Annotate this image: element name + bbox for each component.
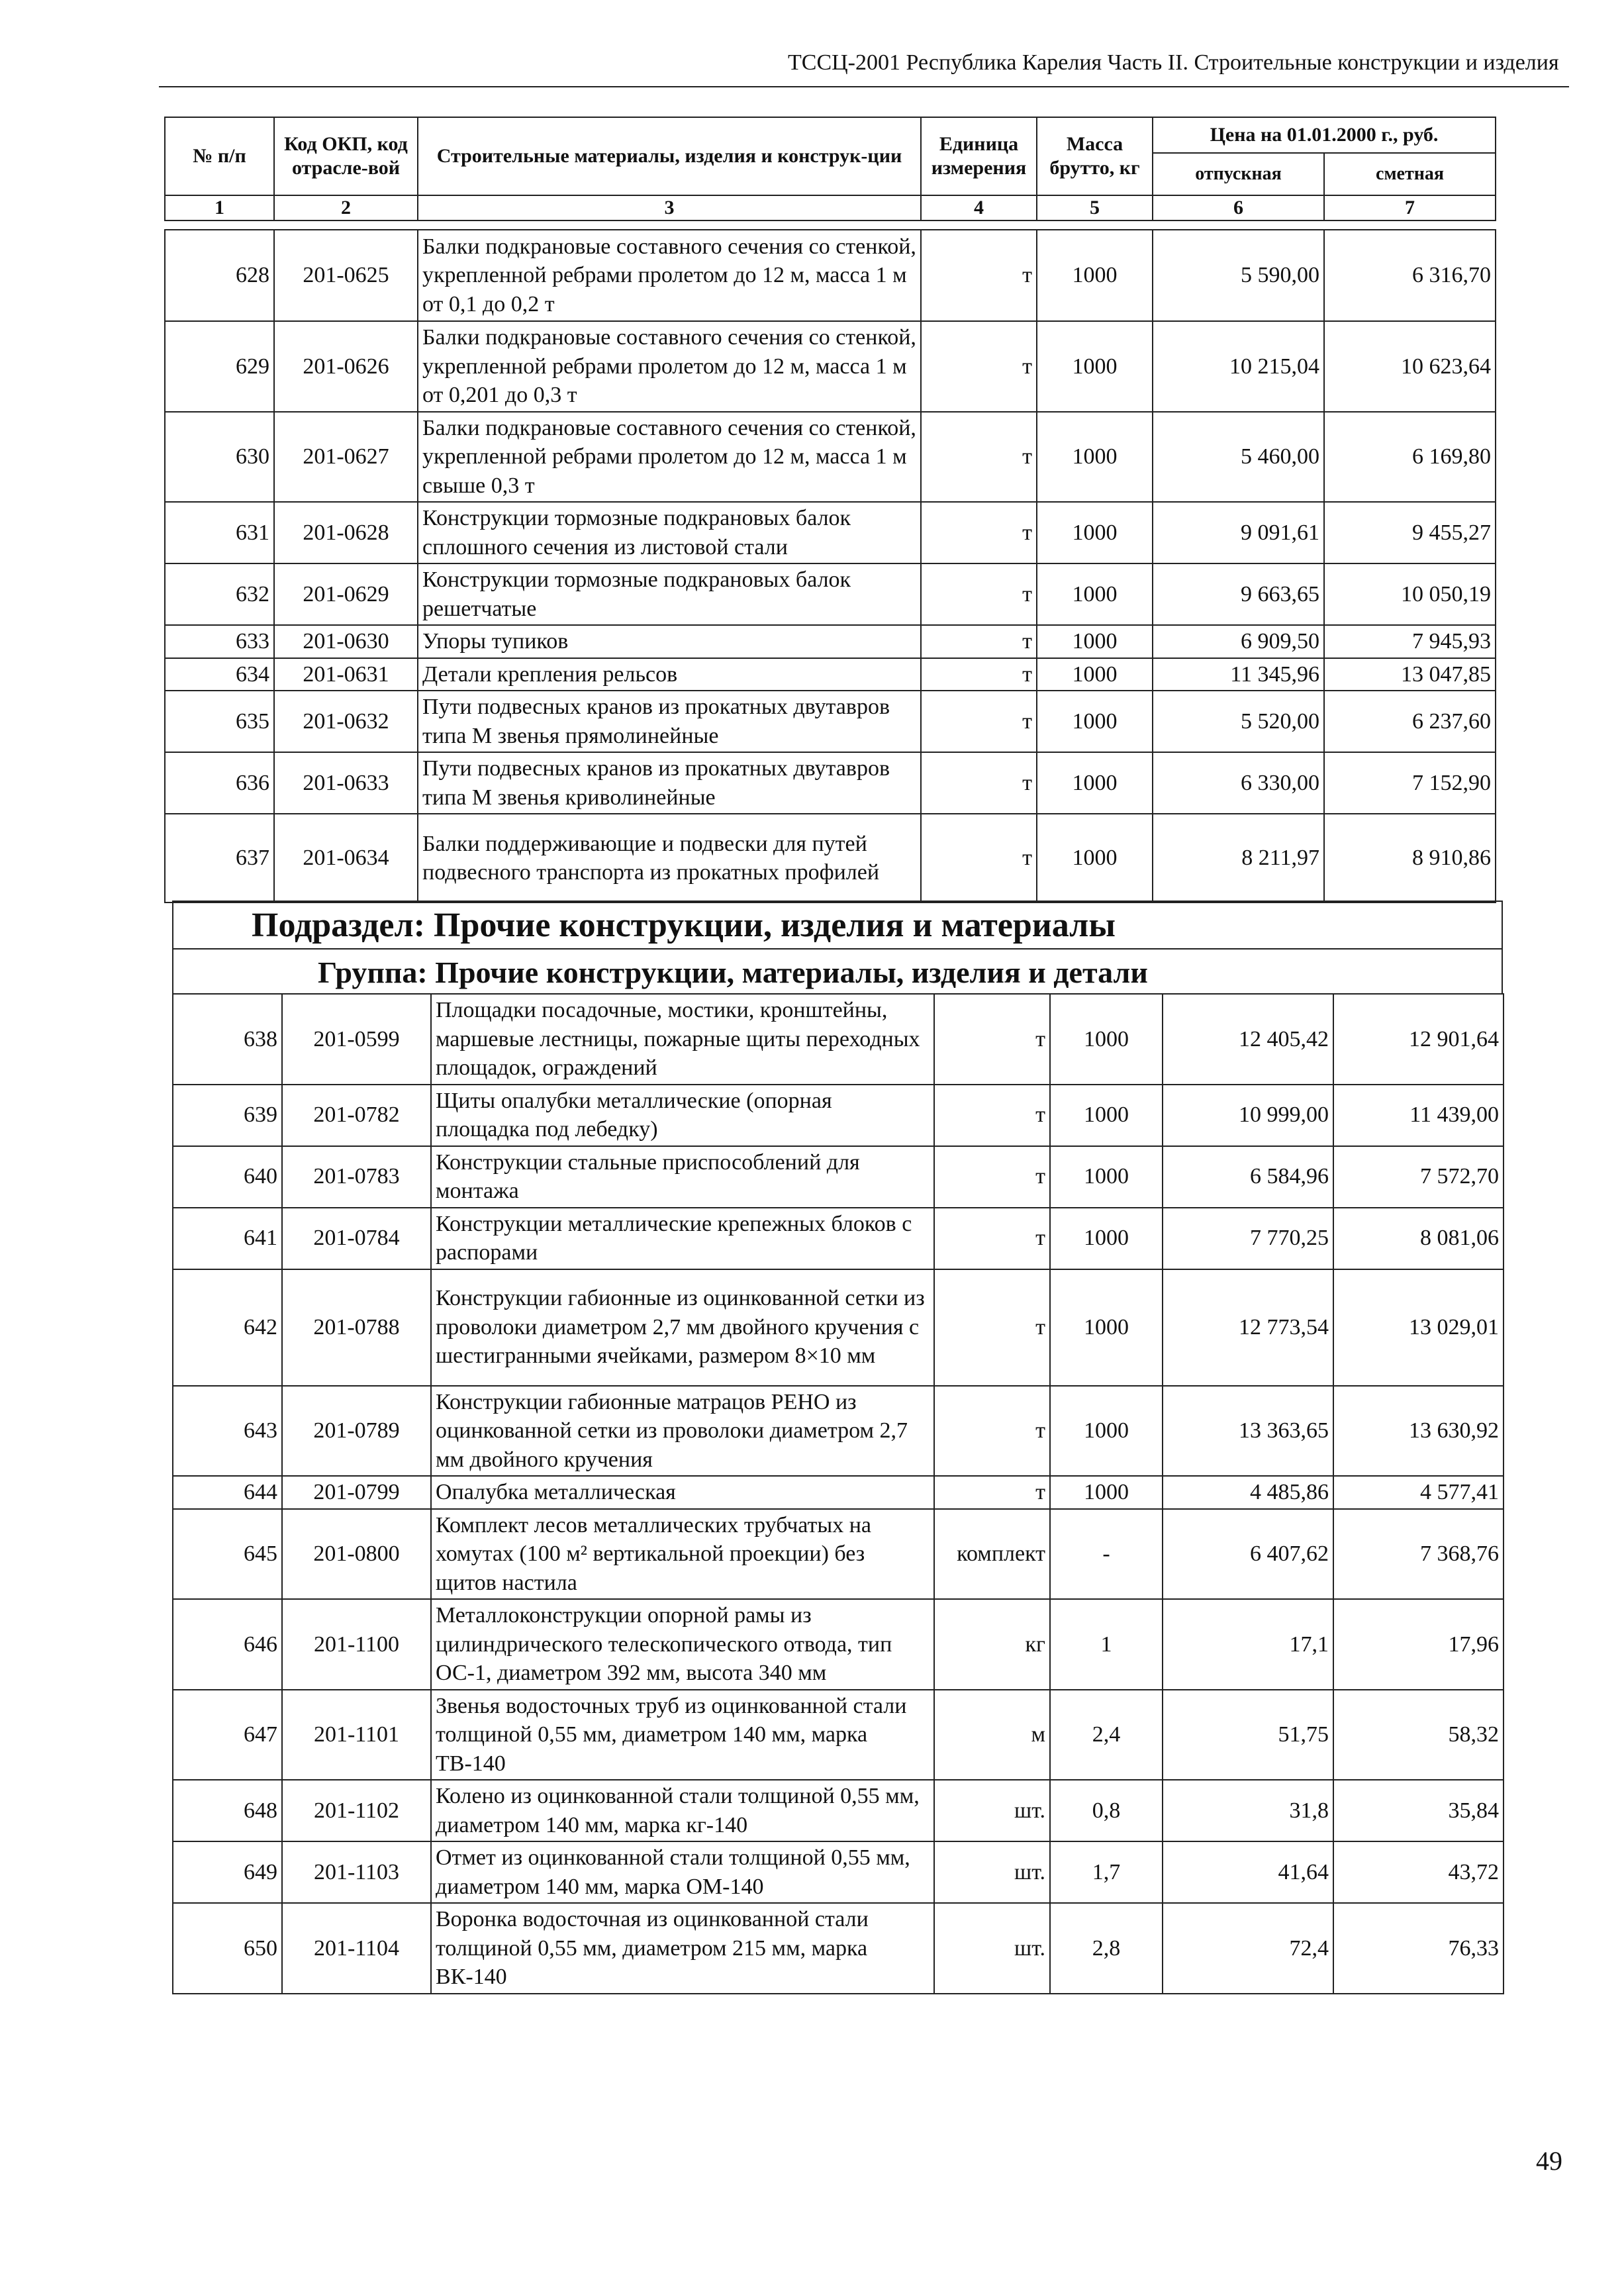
row-price-release: 12 405,42 xyxy=(1163,994,1333,1085)
row-mass: 1000 xyxy=(1050,1269,1163,1386)
table-row xyxy=(173,1269,1504,1386)
row-code: 201-0629 xyxy=(274,563,418,625)
row-number: 644 xyxy=(173,1476,282,1509)
row-price-release: 13 363,65 xyxy=(1163,1386,1333,1477)
row-number: 638 xyxy=(173,994,282,1085)
row-code: 201-0632 xyxy=(274,691,418,752)
row-price-release: 51,75 xyxy=(1163,1690,1333,1780)
row-price-release: 9 663,65 xyxy=(1153,563,1324,625)
row-mass: 1000 xyxy=(1050,1146,1163,1208)
row-name: Балки подкрановые составного сечения со стенкой, укрепленной ребрами пролетом до 12 м, масса 1 м от 0,1 до 0,2 т xyxy=(418,230,921,321)
row-price-estimate: 13 630,92 xyxy=(1333,1386,1504,1477)
row-number: 632 xyxy=(165,563,274,625)
row-name: Металлоконструкции опорной рамы из цилиндрического телескопического отвода, тип ОС-1, диаметром 392 мм, высота 340 мм xyxy=(431,1599,934,1690)
table-row xyxy=(165,230,1496,321)
row-name: Пути подвесных кранов из прокатных двутавров типа М звенья криволинейные xyxy=(418,752,921,814)
row-name: Конструкции тормозные подкрановых балок сплошного сечения из листовой стали xyxy=(418,502,921,563)
row-code: 201-0625 xyxy=(274,230,418,321)
row-mass: 1000 xyxy=(1050,1386,1163,1477)
col-header-code: Код ОКП, код отрасле-вой xyxy=(274,117,418,195)
row-code: 201-0800 xyxy=(282,1509,431,1600)
col-header-name: Строительные материалы, изделия и конструк-ции xyxy=(418,117,921,195)
row-mass: 2,4 xyxy=(1050,1690,1163,1780)
col-number: 6 xyxy=(1153,195,1324,220)
row-unit: т xyxy=(934,1146,1050,1208)
row-name: Балки подкрановые составного сечения со стенкой, укрепленной ребрами пролетом до 12 м, масса 1 м свыше 0,3 т xyxy=(418,412,921,503)
row-price-release: 9 091,61 xyxy=(1153,502,1324,563)
row-unit: комплект xyxy=(934,1509,1050,1600)
row-price-release: 10 215,04 xyxy=(1153,321,1324,412)
row-price-release: 6 407,62 xyxy=(1163,1509,1333,1600)
row-unit: т xyxy=(921,752,1037,814)
row-name: Воронка водосточная из оцинкованной стали толщиной 0,55 мм, диаметром 215 мм, марка ВК-140 xyxy=(431,1903,934,1994)
table-row xyxy=(173,1085,1504,1146)
row-name: Конструкции стальные приспособлений для монтажа xyxy=(431,1146,934,1208)
row-name: Пути подвесных кранов из прокатных двутавров типа М звенья прямолинейные xyxy=(418,691,921,752)
row-mass: 1000 xyxy=(1037,230,1153,321)
table-row xyxy=(173,1903,1504,1994)
row-code: 201-0789 xyxy=(282,1386,431,1477)
materials-table-part-2 xyxy=(172,993,1504,1994)
row-price-estimate: 43,72 xyxy=(1333,1841,1504,1903)
row-price-estimate: 76,33 xyxy=(1333,1903,1504,1994)
row-unit: т xyxy=(921,691,1037,752)
row-price-release: 5 520,00 xyxy=(1153,691,1324,752)
row-mass: 1000 xyxy=(1037,814,1153,902)
row-code: 201-1100 xyxy=(282,1599,431,1690)
row-unit: т xyxy=(934,1476,1050,1509)
col-number: 5 xyxy=(1037,195,1153,220)
row-name: Площадки посадочные, мостики, кронштейны, маршевые лестницы, пожарные щиты переходных площадок, ограждений xyxy=(431,994,934,1085)
row-number: 645 xyxy=(173,1509,282,1600)
row-unit: шт. xyxy=(934,1841,1050,1903)
row-code: 201-1103 xyxy=(282,1841,431,1903)
row-mass: 1000 xyxy=(1050,1208,1163,1269)
row-unit: т xyxy=(921,563,1037,625)
row-unit: т xyxy=(921,502,1037,563)
row-price-release: 6 330,00 xyxy=(1153,752,1324,814)
col-number: 2 xyxy=(274,195,418,220)
row-name: Комплект лесов металлических трубчатых на хомутах (100 м² вертикальной проекции) без щитов настила xyxy=(431,1509,934,1600)
row-mass: 1000 xyxy=(1037,625,1153,658)
table-row xyxy=(165,563,1496,625)
row-unit: т xyxy=(934,994,1050,1085)
row-unit: т xyxy=(934,1085,1050,1146)
row-price-release: 72,4 xyxy=(1163,1903,1333,1994)
table-row xyxy=(173,1146,1504,1208)
row-price-estimate: 13 029,01 xyxy=(1333,1269,1504,1386)
row-unit: т xyxy=(921,658,1037,691)
row-number: 650 xyxy=(173,1903,282,1994)
materials-table-part-1 xyxy=(164,229,1496,903)
page-number: 49 xyxy=(1536,2146,1562,2176)
row-number: 628 xyxy=(165,230,274,321)
row-number: 630 xyxy=(165,412,274,503)
col-header-unit: Единица измерения xyxy=(921,117,1037,195)
row-number: 634 xyxy=(165,658,274,691)
row-name: Конструкции габионные из оцинкованной сетки из проволоки диаметром 2,7 мм двойного кручения с шестигранными ячейками, размером 8×10 мм xyxy=(431,1269,934,1386)
table-row xyxy=(165,321,1496,412)
row-price-estimate: 17,96 xyxy=(1333,1599,1504,1690)
row-code: 201-0627 xyxy=(274,412,418,503)
table-row xyxy=(173,1780,1504,1841)
col-number: 1 xyxy=(165,195,274,220)
row-number: 633 xyxy=(165,625,274,658)
row-mass: 1000 xyxy=(1037,658,1153,691)
row-price-estimate: 7 572,70 xyxy=(1333,1146,1504,1208)
row-code: 201-0633 xyxy=(274,752,418,814)
row-unit: т xyxy=(921,230,1037,321)
row-mass: 1000 xyxy=(1037,563,1153,625)
row-unit: шт. xyxy=(934,1903,1050,1994)
row-name: Отмет из оцинкованной стали толщиной 0,55 мм, диаметром 140 мм, марка ОМ-140 xyxy=(431,1841,934,1903)
row-number: 648 xyxy=(173,1780,282,1841)
row-code: 201-0634 xyxy=(274,814,418,902)
row-price-release: 10 999,00 xyxy=(1163,1085,1333,1146)
row-name: Щиты опалубки металлические (опорная площадка под лебедку) xyxy=(431,1085,934,1146)
row-price-release: 31,8 xyxy=(1163,1780,1333,1841)
running-header: ТССЦ-2001 Республика Карелия Часть II. Строительные конструкции и изделия xyxy=(788,50,1559,75)
row-unit: т xyxy=(921,412,1037,503)
row-code: 201-0626 xyxy=(274,321,418,412)
row-price-estimate: 7 152,90 xyxy=(1324,752,1496,814)
row-code: 201-0799 xyxy=(282,1476,431,1509)
row-code: 201-1102 xyxy=(282,1780,431,1841)
row-price-estimate: 6 237,60 xyxy=(1324,691,1496,752)
row-mass: - xyxy=(1050,1509,1163,1600)
col-number: 7 xyxy=(1324,195,1496,220)
row-unit: т xyxy=(934,1386,1050,1477)
table-row xyxy=(173,1690,1504,1780)
row-price-estimate: 7 368,76 xyxy=(1333,1509,1504,1600)
col-number: 3 xyxy=(418,195,921,220)
row-code: 201-0783 xyxy=(282,1146,431,1208)
group-title: Группа: Прочие конструкции, материалы, изделия и детали xyxy=(172,948,1503,995)
row-code: 201-0630 xyxy=(274,625,418,658)
row-price-estimate: 7 945,93 xyxy=(1324,625,1496,658)
row-mass: 1000 xyxy=(1050,994,1163,1085)
row-mass: 1 xyxy=(1050,1599,1163,1690)
row-mass: 0,8 xyxy=(1050,1780,1163,1841)
table-row xyxy=(173,1509,1504,1600)
row-price-release: 7 770,25 xyxy=(1163,1208,1333,1269)
row-number: 643 xyxy=(173,1386,282,1477)
row-price-release: 11 345,96 xyxy=(1153,658,1324,691)
row-mass: 1000 xyxy=(1050,1085,1163,1146)
col-header-price-estimate: сметная xyxy=(1324,153,1496,195)
row-price-estimate: 8 910,86 xyxy=(1324,814,1496,902)
row-unit: т xyxy=(921,814,1037,902)
row-name: Балки поддерживающие и подвески для путей подвесного транспорта из прокатных профилей xyxy=(418,814,921,902)
row-price-estimate: 6 316,70 xyxy=(1324,230,1496,321)
row-code: 201-0788 xyxy=(282,1269,431,1386)
row-number: 649 xyxy=(173,1841,282,1903)
row-code: 201-1101 xyxy=(282,1690,431,1780)
subsection-title: Подраздел: Прочие конструкции, изделия и материалы xyxy=(172,901,1503,948)
row-price-estimate: 11 439,00 xyxy=(1333,1085,1504,1146)
table-row xyxy=(165,752,1496,814)
row-number: 639 xyxy=(173,1085,282,1146)
table-row xyxy=(173,1599,1504,1690)
row-code: 201-0631 xyxy=(274,658,418,691)
table-row xyxy=(173,994,1504,1085)
row-mass: 2,8 xyxy=(1050,1903,1163,1994)
col-header-price-release: отпускная xyxy=(1153,153,1324,195)
table-row xyxy=(165,658,1496,691)
col-number: 4 xyxy=(921,195,1037,220)
row-price-release: 17,1 xyxy=(1163,1599,1333,1690)
row-number: 631 xyxy=(165,502,274,563)
row-price-release: 6 909,50 xyxy=(1153,625,1324,658)
table-row xyxy=(173,1476,1504,1509)
row-price-estimate: 10 050,19 xyxy=(1324,563,1496,625)
row-number: 636 xyxy=(165,752,274,814)
col-header-num: № п/п xyxy=(165,117,274,195)
row-mass: 1,7 xyxy=(1050,1841,1163,1903)
row-number: 642 xyxy=(173,1269,282,1386)
row-price-estimate: 6 169,80 xyxy=(1324,412,1496,503)
row-name: Конструкции габионные матрацов РЕНО из оцинкованной сетки из проволоки диаметром 2,7 мм двойного кручения xyxy=(431,1386,934,1477)
row-price-estimate: 8 081,06 xyxy=(1333,1208,1504,1269)
row-name: Конструкции тормозные подкрановых балок решетчатые xyxy=(418,563,921,625)
row-price-estimate: 13 047,85 xyxy=(1324,658,1496,691)
row-mass: 1000 xyxy=(1050,1476,1163,1509)
row-price-release: 5 590,00 xyxy=(1153,230,1324,321)
table-row xyxy=(165,412,1496,503)
row-mass: 1000 xyxy=(1037,502,1153,563)
row-unit: кг xyxy=(934,1599,1050,1690)
row-number: 629 xyxy=(165,321,274,412)
row-name: Опалубка металлическая xyxy=(431,1476,934,1509)
row-name: Конструкции металлические крепежных блоков с распорами xyxy=(431,1208,934,1269)
row-mass: 1000 xyxy=(1037,752,1153,814)
col-header-price-group: Цена на 01.01.2000 г., руб. xyxy=(1153,117,1496,153)
row-number: 637 xyxy=(165,814,274,902)
row-price-estimate: 35,84 xyxy=(1333,1780,1504,1841)
table-header xyxy=(164,117,1496,221)
table-row xyxy=(165,625,1496,658)
table-row xyxy=(173,1841,1504,1903)
row-code: 201-0628 xyxy=(274,502,418,563)
row-name: Упоры тупиков xyxy=(418,625,921,658)
row-mass: 1000 xyxy=(1037,321,1153,412)
row-number: 646 xyxy=(173,1599,282,1690)
row-unit: м xyxy=(934,1690,1050,1780)
row-price-release: 6 584,96 xyxy=(1163,1146,1333,1208)
row-number: 640 xyxy=(173,1146,282,1208)
row-price-release: 5 460,00 xyxy=(1153,412,1324,503)
row-code: 201-0599 xyxy=(282,994,431,1085)
row-unit: т xyxy=(921,321,1037,412)
table-row xyxy=(173,1386,1504,1477)
header-rule xyxy=(159,86,1569,87)
row-price-estimate: 10 623,64 xyxy=(1324,321,1496,412)
row-name: Колено из оцинкованной стали толщиной 0,55 мм, диаметром 140 мм, марка кг-140 xyxy=(431,1780,934,1841)
table-row xyxy=(165,691,1496,752)
table-row xyxy=(173,1208,1504,1269)
row-price-release: 8 211,97 xyxy=(1153,814,1324,902)
row-price-estimate: 9 455,27 xyxy=(1324,502,1496,563)
table-row xyxy=(165,814,1496,902)
row-number: 641 xyxy=(173,1208,282,1269)
row-unit: т xyxy=(921,625,1037,658)
row-code: 201-1104 xyxy=(282,1903,431,1994)
row-price-release: 41,64 xyxy=(1163,1841,1333,1903)
row-code: 201-0784 xyxy=(282,1208,431,1269)
row-name: Балки подкрановые составного сечения со стенкой, укрепленной ребрами пролетом до 12 м, масса 1 м от 0,201 до 0,3 т xyxy=(418,321,921,412)
row-name: Детали крепления рельсов xyxy=(418,658,921,691)
row-unit: шт. xyxy=(934,1780,1050,1841)
row-mass: 1000 xyxy=(1037,691,1153,752)
row-price-release: 12 773,54 xyxy=(1163,1269,1333,1386)
row-price-estimate: 12 901,64 xyxy=(1333,994,1504,1085)
row-code: 201-0782 xyxy=(282,1085,431,1146)
row-price-estimate: 58,32 xyxy=(1333,1690,1504,1780)
row-mass: 1000 xyxy=(1037,412,1153,503)
table-row xyxy=(165,502,1496,563)
col-header-mass: Масса брутто, кг xyxy=(1037,117,1153,195)
row-unit: т xyxy=(934,1208,1050,1269)
row-price-release: 4 485,86 xyxy=(1163,1476,1333,1509)
row-name: Звенья водосточных труб из оцинкованной стали толщиной 0,55 мм, диаметром 140 мм, марка ТВ-140 xyxy=(431,1690,934,1780)
row-unit: т xyxy=(934,1269,1050,1386)
row-number: 647 xyxy=(173,1690,282,1780)
row-number: 635 xyxy=(165,691,274,752)
row-price-estimate: 4 577,41 xyxy=(1333,1476,1504,1509)
